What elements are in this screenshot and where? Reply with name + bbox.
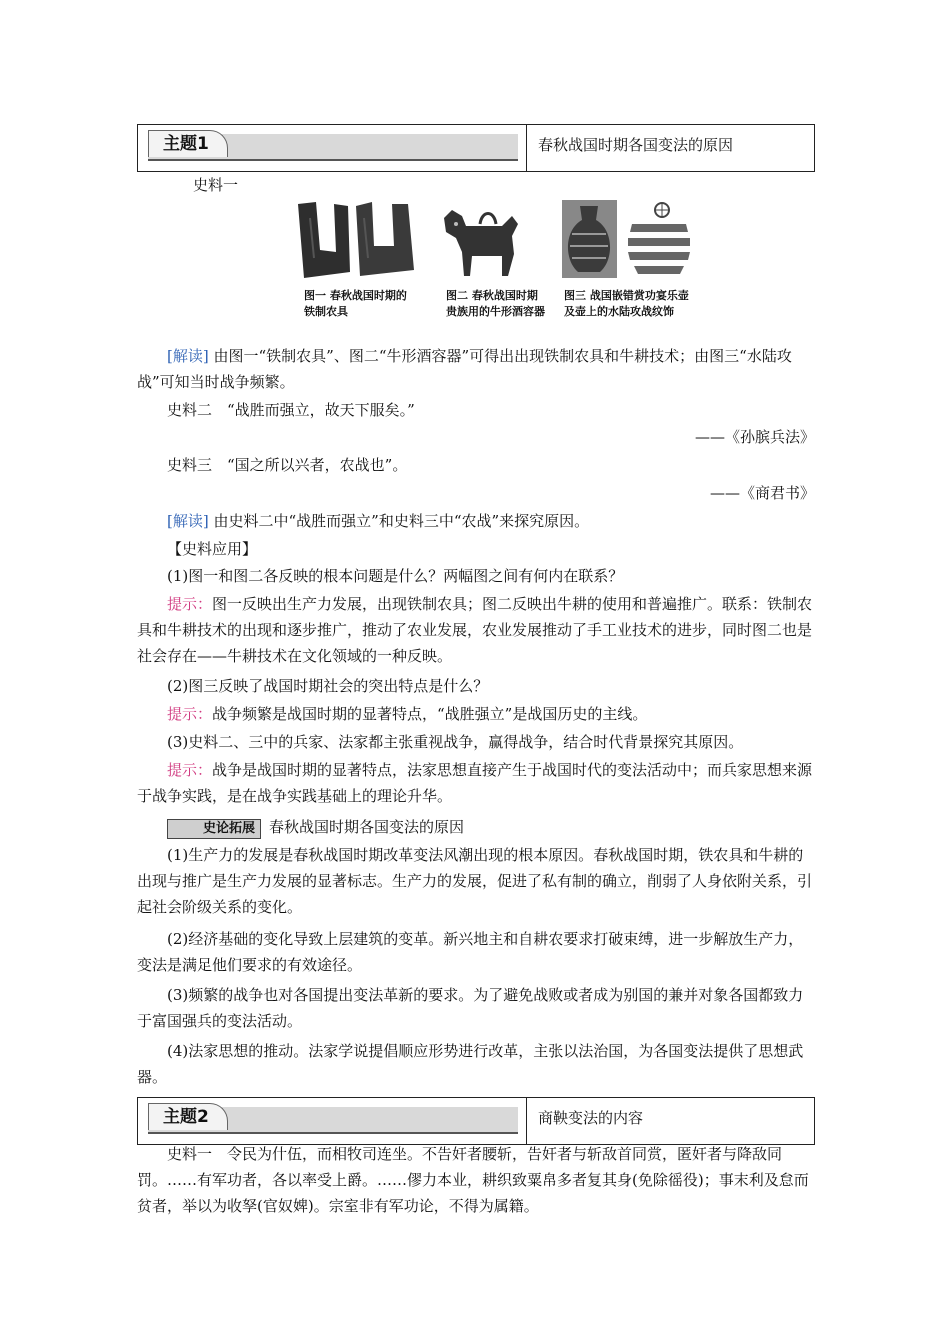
interpretation2-text: 由史料二中“战胜而强立”和史料三中“农战”来探究原因。	[213, 512, 590, 530]
expand-tag: 史论拓展	[167, 819, 261, 839]
expand-point1: (1)生产力的发展是春秋战国时期改革变法风潮出现的根本原因。春秋战国时期，铁农具和牛耕的出现与推广是生产力发展的显著标志。生产力的发展，促进了私有制的确立，削弱了人身依附关系，引起社会阶级关系的变化。	[137, 846, 813, 916]
expand-heading	[137, 814, 815, 840]
interpretation1-text: 由图一“铁制农具”、图二“牛形酒容器”可得出出现铁制农具和牛耕技术；由图三“水陆攻战”可知当时战争频繁。	[137, 347, 792, 391]
expand-title: 春秋战国时期各国变法的原因	[269, 818, 465, 836]
question2: (2)图三反映了战国时期社会的突出特点是什么？	[167, 677, 489, 695]
interpretation2	[137, 508, 815, 534]
interpretation1-tag: [解读]	[167, 347, 209, 365]
interpretation1	[137, 343, 815, 395]
apply-heading: 【史料应用】	[167, 540, 258, 558]
source1-label: 史料一	[193, 176, 239, 194]
topic2-header	[137, 1097, 815, 1145]
source2-citation: ——《孙膑兵法》	[694, 428, 815, 446]
source2: 史料二 “战胜而强立，故天下服矣。”	[167, 401, 415, 419]
question1: (1)图一和图二各反映的根本问题是什么？两幅图之间有何内在联系？	[167, 567, 624, 585]
answer3-text: 战争是战国时期的显著特点，法家思想直接产生于战国时代的变法活动中；而兵家思想来源于战争实践，是在战争实践基础上的理论升华。	[137, 761, 813, 805]
answer3	[137, 757, 815, 809]
answer1	[137, 591, 815, 669]
figure3-caption: 图三 战国嵌错赏功宴乐壶及壶上的水陆攻战纹饰	[564, 289, 689, 318]
expand-point4: (4)法家思想的推动。法家学说提倡顺应形势进行改革，主张以法治国，为各国变法提供了思想武器。	[137, 1042, 804, 1086]
battle-pot-icon	[562, 200, 692, 280]
hint1-label: 提示：	[167, 595, 213, 613]
topic2-source1: 史料一 令民为什伍，而相牧司连坐。不告奸者腰斩，告奸者与斩敌首同赏，匿奸者与降敌同罚。……有军功者，各以率受上爵。……僇力本业，耕织致粟帛多者复其身(免除徭役)；事末利及怠而贫者，举以为收孥(官奴婢)。宗室非有军功论，不得为属籍。	[137, 1145, 809, 1215]
topic2-title: 商鞅变法的内容	[538, 1109, 644, 1127]
figure1-caption: 图一 春秋战国时期的铁制农具	[304, 289, 407, 318]
hint2-label: 提示：	[167, 705, 213, 723]
topic2-badge: 主题2	[148, 1103, 228, 1130]
source3: 史料三 “国之所以兴者，农战也”。	[167, 456, 408, 474]
question3: (3)史料二、三中的兵家、法家都主张重视战争，赢得战争，结合时代背景探究其原因。	[167, 733, 744, 751]
topic1-title: 春秋战国时期各国变法的原因	[538, 136, 734, 154]
expand-point3: (3)频繁的战争也对各国提出变法革新的要求。为了避免战败或者成为别国的兼并对象各国都致力于富国强兵的变法活动。	[137, 986, 804, 1030]
figure-group	[290, 198, 710, 338]
hint3-label: 提示：	[167, 761, 213, 779]
source3-citation: ——《商君书》	[709, 484, 815, 502]
expand-point2: (2)经济基础的变化导致上层建筑的变革。新兴地主和自耕农要求打破束缚，进一步解放生产力，变法是满足他们要求的有效途径。	[137, 930, 804, 974]
answer2	[137, 701, 815, 727]
topic1-badge: 主题1	[148, 130, 228, 157]
interpretation2-tag: [解读]	[167, 512, 209, 530]
answer1-text: 图一反映出生产力发展，出现铁制农具；图二反映出牛耕的使用和普遍推广。联系：铁制农具和牛耕技术的出现和逐步推广，推动了农业发展，农业发展推动了手工业技术的进步，同时图二也是社会存在——牛耕技术在文化领域的一种反映。	[137, 595, 813, 665]
ox-vessel-icon	[432, 202, 527, 280]
topic1-header	[137, 124, 815, 172]
farm-tool-icon	[290, 198, 420, 280]
figure2-caption: 图二 春秋战国时期贵族用的牛形酒容器	[446, 289, 545, 318]
answer2-text: 战争频繁是战国时期的显著特点，“战胜强立”是战国历史的主线。	[212, 705, 648, 723]
